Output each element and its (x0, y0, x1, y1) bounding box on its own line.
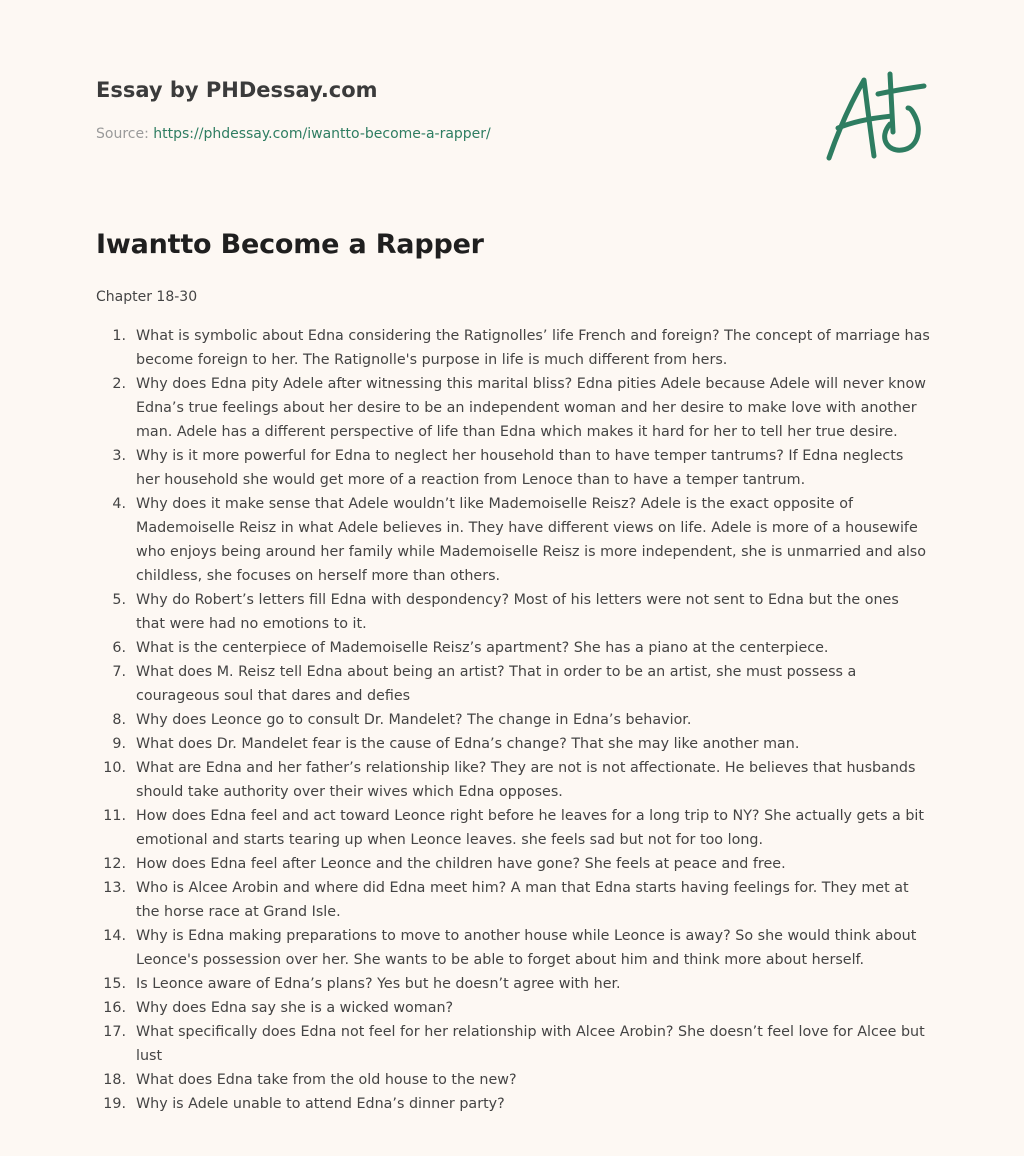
question-item (96, 852, 931, 876)
question-text: What does Edna take from the old house to the new? (136, 1072, 517, 1088)
question-text: Who is Alcee Arobin and where did Edna meet him? A man that Edna starts having feelings for. They met at the horse race at Grand Isle. (136, 880, 909, 920)
question-item (96, 996, 931, 1020)
question-number: 5. (112, 592, 126, 608)
question-number: 18. (103, 1072, 126, 1088)
question-text: Why is it more powerful for Edna to neglect her household than to have temper tantrums? If Edna neglects her household she would get more of a reaction from Lenoce than to have a temper tantrum. (136, 448, 904, 488)
question-text: What is symbolic about Edna considering the Ratignolles’ life French and foreign? The concept of marriage has become foreign to her. The Ratignolle's purpose in life is much different from hers. (136, 328, 930, 368)
question-number: 4. (112, 496, 126, 512)
question-number: 10. (103, 760, 126, 776)
question-item (96, 372, 931, 444)
question-text: Why does Edna pity Adele after witnessing this marital bliss? Edna pities Adele because Adele will never know Edna’s true feelings about her desire to be an independent woman and her desire to make love with another man. Adele has a different perspective of life than Edna which makes it hard for her to tell her true desire. (136, 376, 926, 440)
question-text: Why is Adele unable to attend Edna’s dinner party? (136, 1096, 505, 1112)
a-plus-logo (820, 66, 930, 166)
question-number: 17. (103, 1024, 126, 1040)
question-item (96, 876, 931, 924)
page-header (96, 76, 796, 144)
question-number: 19. (103, 1096, 126, 1112)
question-number: 14. (103, 928, 126, 944)
question-text: How does Edna feel and act toward Leonce right before he leaves for a long trip to NY? She actually gets a bit emotional and starts tearing up when Leonce leaves. she feels sad but not for too long. (136, 808, 924, 848)
question-text: What is the centerpiece of Mademoiselle Reisz’s apartment? She has a piano at the centerpiece. (136, 640, 829, 656)
question-number: 11. (103, 808, 126, 824)
question-number: 8. (112, 712, 126, 728)
question-item (96, 444, 931, 492)
question-text: Why do Robert’s letters fill Edna with despondency? Most of his letters were not sent to Edna but the ones that were had no emotions to it. (136, 592, 899, 632)
question-text: What does Dr. Mandelet fear is the cause of Edna’s change? That she may like another man. (136, 736, 800, 752)
question-number: 12. (103, 856, 126, 872)
question-number: 16. (103, 1000, 126, 1016)
question-item (96, 1092, 931, 1116)
question-list (96, 324, 931, 1116)
question-number: 15. (103, 976, 126, 992)
question-text: Is Leonce aware of Edna’s plans? Yes but he doesn’t agree with her. (136, 976, 621, 992)
question-number: 6. (112, 640, 126, 656)
question-item (96, 756, 931, 804)
question-item (96, 708, 931, 732)
question-text: What does M. Reisz tell Edna about being an artist? That in order to be an artist, she must possess a courageous soul that dares and defies (136, 664, 857, 704)
question-item (96, 588, 931, 636)
essay-title: Iwantto Become a Rapper (96, 229, 484, 260)
question-text: Why does Edna say she is a wicked woman? (136, 1000, 454, 1016)
question-item (96, 732, 931, 756)
question-item (96, 660, 931, 708)
question-item (96, 324, 931, 372)
question-item (96, 972, 931, 996)
brand-title: Essay by PHDessay.com (96, 78, 378, 102)
question-item (96, 1020, 931, 1068)
question-text: Why does it make sense that Adele wouldn’t like Mademoiselle Reisz? Adele is the exact opposite of Mademoiselle Reisz in what Adele believes in. They have different views on life. Adele is more of a housewife who enjoys being around her family while Mademoiselle Reisz is more independent, she is unmarried and also childless, she focuses on herself more than others. (136, 496, 927, 584)
source-line (96, 124, 796, 144)
question-number: 9. (112, 736, 126, 752)
question-text: How does Edna feel after Leonce and the children have gone? She feels at peace and free. (136, 856, 786, 872)
question-item (96, 924, 931, 972)
question-text: Why is Edna making preparations to move to another house while Leonce is away? So she would think about Leonce's possession over her. She wants to be able to forget about him and think more about herself. (136, 928, 917, 968)
question-item (96, 636, 931, 660)
source-label: Source: (96, 126, 154, 142)
question-item (96, 1068, 931, 1092)
question-number: 3. (112, 448, 126, 464)
question-number: 7. (112, 664, 126, 680)
source-link[interactable]: https://phdessay.com/iwantto-become-a-rapper/ (153, 126, 491, 142)
question-text: Why does Leonce go to consult Dr. Mandelet? The change in Edna’s behavior. (136, 712, 692, 728)
question-item (96, 804, 931, 852)
question-item (96, 492, 931, 588)
question-text: What specifically does Edna not feel for her relationship with Alcee Arobin? She doesn’t feel love for Alcee but lust (136, 1024, 925, 1064)
question-text: What are Edna and her father’s relationship like? They are not is not affectionate. He believes that husbands should take authority over their wives which Edna opposes. (136, 760, 916, 800)
chapter-label: Chapter 18-30 (96, 289, 198, 305)
question-number: 13. (103, 880, 126, 896)
question-number: 2. (112, 376, 126, 392)
question-number: 1. (112, 328, 126, 344)
